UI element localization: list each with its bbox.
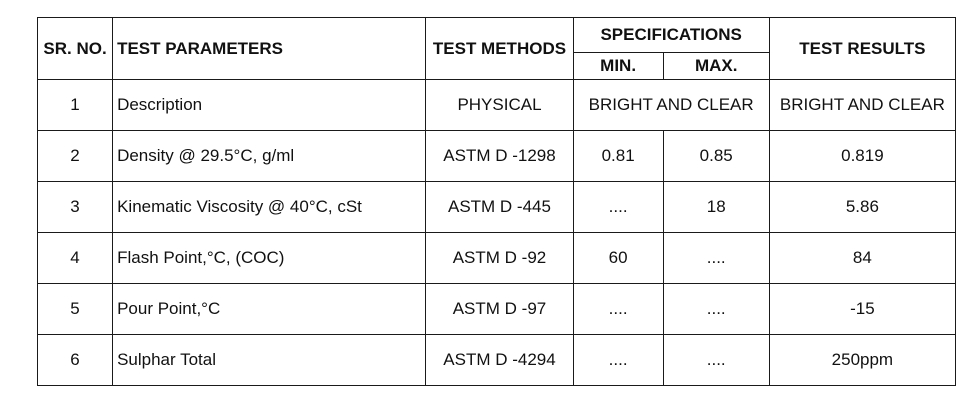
parameter-cell: Density @ 29.5°C, g/ml (113, 131, 426, 182)
sr-cell: 1 (38, 80, 113, 131)
sr-cell: 5 (38, 284, 113, 335)
table-row (38, 131, 956, 182)
max-cell: 18 (663, 182, 769, 233)
header-min: MIN. (573, 53, 663, 80)
sr-cell: 2 (38, 131, 113, 182)
method-cell: ASTM D -445 (426, 182, 573, 233)
sr-cell: 6 (38, 335, 113, 386)
max-cell: 0.85 (663, 131, 769, 182)
min-cell: .... (573, 335, 663, 386)
max-cell: .... (663, 335, 769, 386)
max-cell: .... (663, 284, 769, 335)
method-cell: ASTM D -92 (426, 233, 573, 284)
parameter-cell: Sulphar Total (113, 335, 426, 386)
max-cell: .... (663, 233, 769, 284)
header-max: MAX. (663, 53, 769, 80)
result-cell: 250ppm (769, 335, 955, 386)
table-row (38, 284, 956, 335)
parameter-cell: Description (113, 80, 426, 131)
header-test-parameters: TEST PARAMETERS (113, 18, 426, 80)
header-specifications: SPECIFICATIONS (573, 18, 769, 53)
spec-merged-cell: BRIGHT AND CLEAR (573, 80, 769, 131)
result-cell: 0.819 (769, 131, 955, 182)
min-cell: .... (573, 284, 663, 335)
header-test-results: TEST RESULTS (769, 18, 955, 80)
table-row (38, 233, 956, 284)
method-cell: ASTM D -97 (426, 284, 573, 335)
sr-cell: 4 (38, 233, 113, 284)
parameter-cell: Pour Point,°C (113, 284, 426, 335)
table-row (38, 182, 956, 233)
method-cell: PHYSICAL (426, 80, 573, 131)
parameter-cell: Kinematic Viscosity @ 40°C, cSt (113, 182, 426, 233)
result-cell: -15 (769, 284, 955, 335)
result-cell: 84 (769, 233, 955, 284)
min-cell: .... (573, 182, 663, 233)
table-row (38, 335, 956, 386)
min-cell: 0.81 (573, 131, 663, 182)
parameter-cell: Flash Point,°C, (COC) (113, 233, 426, 284)
sr-cell: 3 (38, 182, 113, 233)
result-cell: BRIGHT AND CLEAR (769, 80, 955, 131)
result-cell: 5.86 (769, 182, 955, 233)
method-cell: ASTM D -1298 (426, 131, 573, 182)
specifications-table (37, 17, 956, 386)
header-sr-no: SR. NO. (38, 18, 113, 80)
method-cell: ASTM D -4294 (426, 335, 573, 386)
min-cell: 60 (573, 233, 663, 284)
header-test-methods: TEST METHODS (426, 18, 573, 80)
table-row (38, 80, 956, 131)
